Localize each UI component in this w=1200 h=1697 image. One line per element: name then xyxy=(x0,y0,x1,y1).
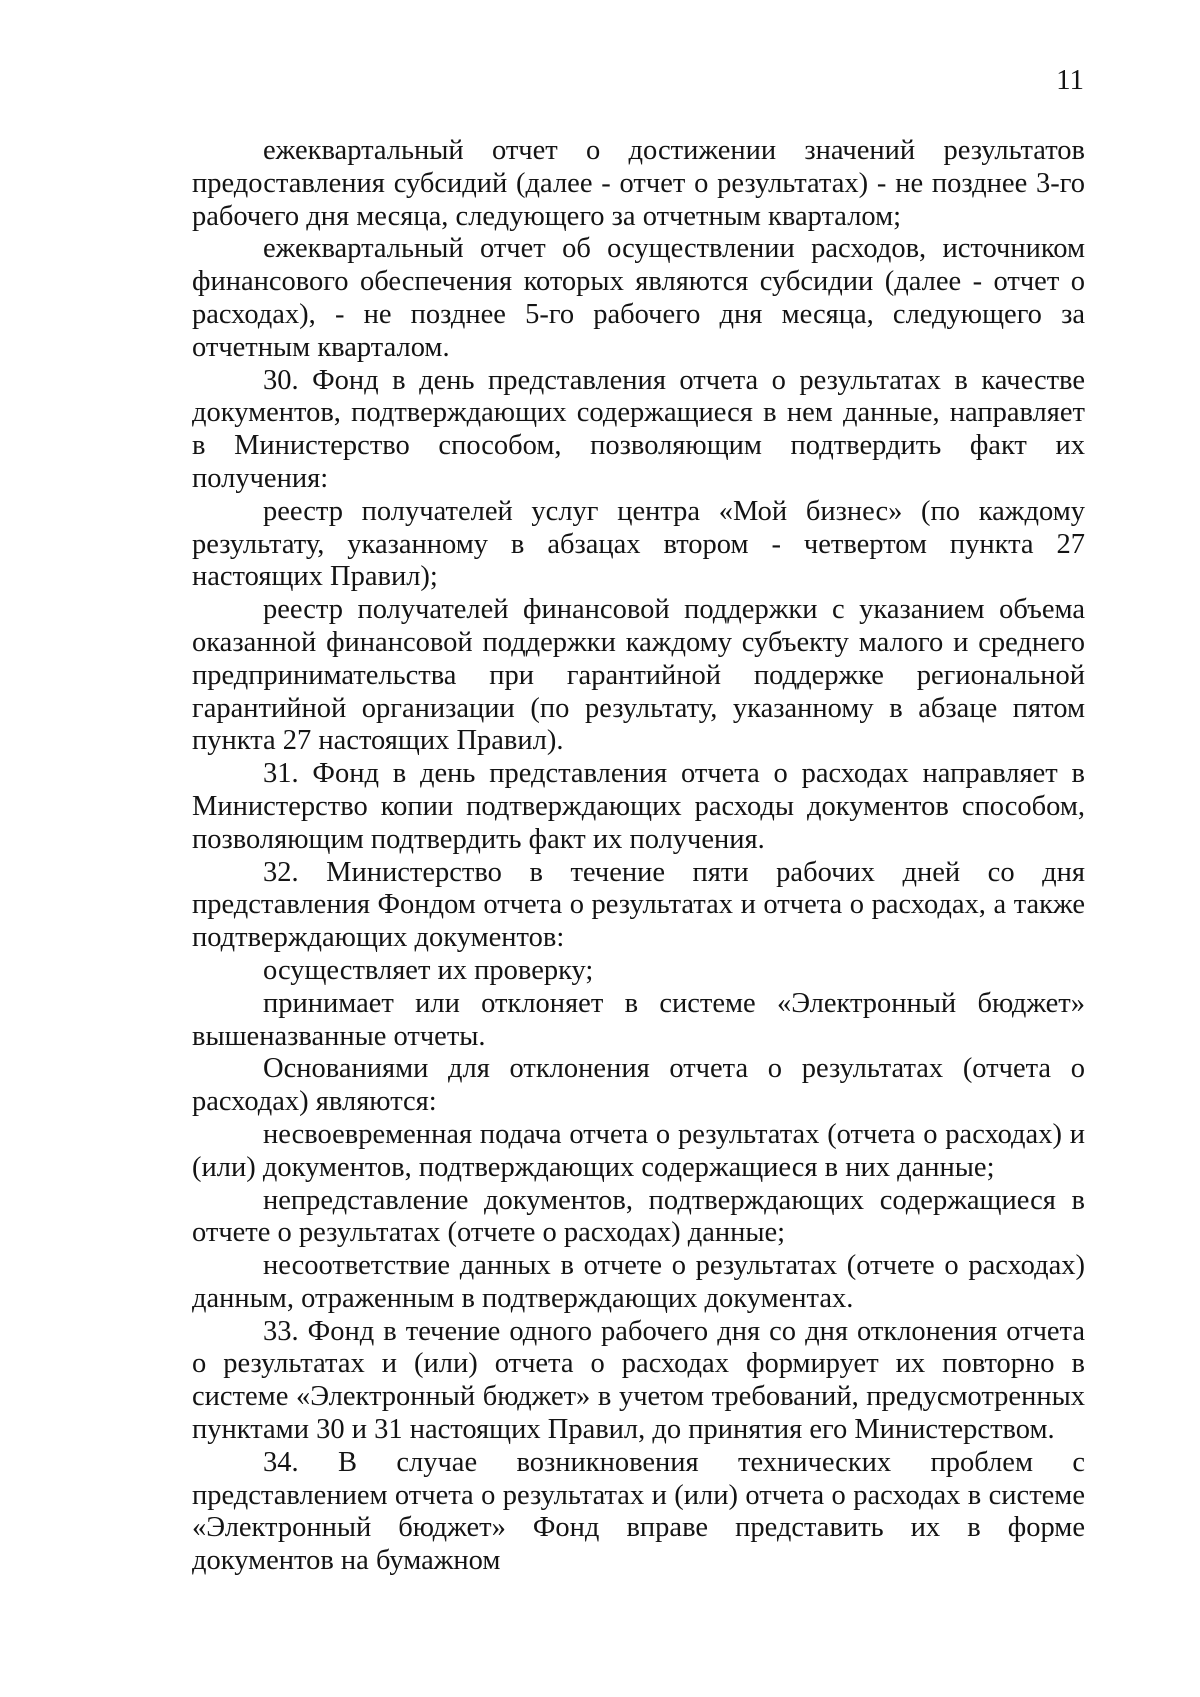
paragraph-check: осуществляет их проверку; xyxy=(263,954,594,986)
document-body xyxy=(192,135,1085,1578)
paragraph-registry-financial-support: реестр получателей финансовой поддержки с указанием объема оказанной финансовой поддержки каждому субъекту малого и среднего предпринимательства при гарантийной поддержке региональной гарантийной организации (по результату, указанному в абзаце пятом пункта 27 настоящих Правил). xyxy=(192,594,1085,757)
paragraph-late-submission: несвоевременная подача отчета о результатах (отчета о расходах) и (или) документов, подтверждающих содержащиеся в них данные; xyxy=(192,1118,1085,1183)
paragraph-accept-reject: принимает или отклоняет в системе «Электронный бюджет» вышеназванные отчеты. xyxy=(192,987,1085,1052)
paragraph-data-mismatch: несоответствие данных в отчете о результатах (отчете о расходах) данным, отраженным в подтверждающих документах. xyxy=(192,1250,1085,1314)
paragraph-report-on-results: ежеквартальный отчет о достижении значений результатов предоставления субсидий (далее - отчет о результатах) - не позднее 3-го рабочего дня месяца, следующего за отчетным кварталом; xyxy=(192,135,1085,232)
paragraph-rejection-grounds: Основаниями для отклонения отчета о результатах (отчета о расходах) являются: xyxy=(192,1053,1085,1118)
paragraph-item-32: 32. Министерство в течение пяти рабочих дней со дня представления Фондом отчета о результатах и отчета о расходах, а также подтверждающих документов: xyxy=(192,856,1085,954)
paragraph-item-34: 34. В случае возникновения технических проблем с представлением отчета о результатах и (или) отчета о расходах в системе «Электронный бюджет» Фонд вправе представить их в форме документов на бумажном xyxy=(192,1446,1085,1577)
paragraph-item-33: 33. Фонд в течение одного рабочего дня со дня отклонения отчета о результатах и (или) отчета о расходах формирует их повторно в системе «Электронный бюджет» в учетом требований, предусмотренных пунктами 30 и 31 настоящих Правил, до принятия его Министерством. xyxy=(192,1315,1085,1446)
paragraph-item-31: 31. Фонд в день представления отчета о расходах направляет в Министерство копии подтверждающих расходы документов способом, позволяющим подтвердить факт их получения. xyxy=(192,758,1085,855)
paragraph-missing-documents: непредставление документов, подтверждающих содержащиеся в отчете о результатах (отчете о расходах) данные; xyxy=(192,1184,1085,1249)
paragraph-registry-service-recipients: реестр получателей услуг центра «Мой бизнес» (по каждому результату, указанному в абзацах втором - четвертом пункта 27 настоящих Правил); xyxy=(192,495,1085,593)
paragraph-report-on-expenses: ежеквартальный отчет об осуществлении расходов, источником финансового обеспечения которых являются субсидии (далее - отчет о расходах), - не позднее 5-го рабочего дня месяца, следующего за отчетным кварталом. xyxy=(192,233,1085,363)
paragraph-item-30: 30. Фонд в день представления отчета о результатах в качестве документов, подтверждающих содержащиеся в нем данные, направляет в Министерство способом, позволяющим подтвердить факт их получения: xyxy=(192,364,1085,494)
page-number: 11 xyxy=(1056,64,1084,96)
